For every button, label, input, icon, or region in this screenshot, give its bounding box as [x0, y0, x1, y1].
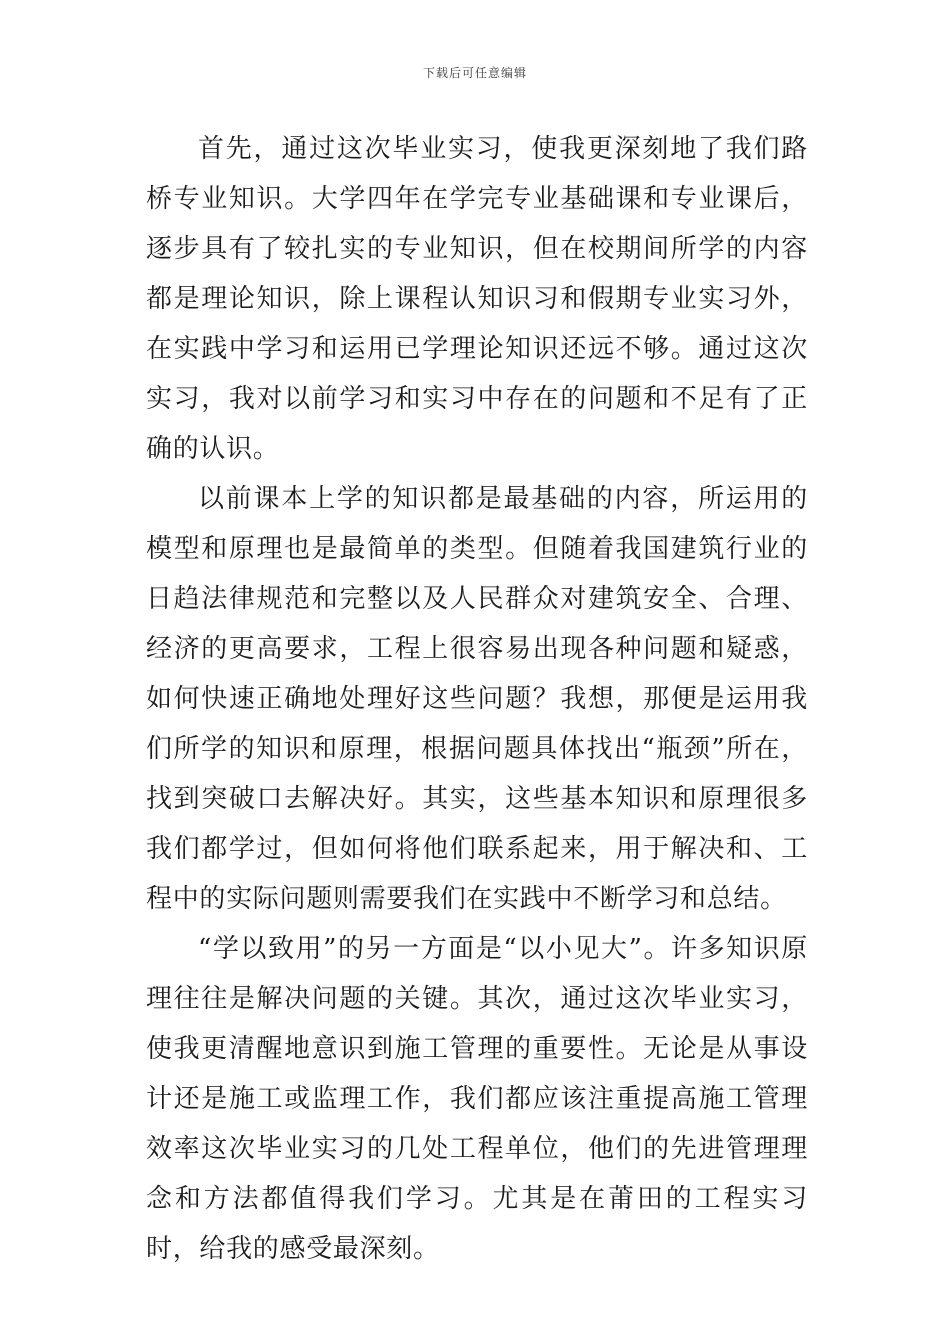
page-header: 下载后可任意编辑	[422, 66, 527, 80]
paragraph-1: 首先，通过这次毕业实习，使我更深刻地了我们路桥专业知识。大学四年在学完专业基础课和专业课后，逐步具有了较扎实的专业知识，但在校期间所学的内容都是理论知识，除上课程认知识习和假期专业实习外，在实践中学习和运用已学理论知识还远不够。通过这次实习，我对以前学习和实习中存在的问题和不足有了正确的认识。	[146, 134, 808, 464]
paragraph-2: 以前课本上学的知识都是最基础的内容，所运用的模型和原理也是最简单的类型。但随着我国建筑行业的日趋法律规范和完整以及人民群众对建筑安全、合理、经济的更高要求，工程上很容易出现各种问题和疑惑，如何快速正确地处理好这些问题？我想，那便是运用我们所学的知识和原理，根据问题具体找出“瓶颈”所在，找到突破口去解决好。其实，这些基本知识和原理很多我们都学过，但如何将他们联系起来，用于解决和、工程中的实际问题则需要我们在实践中不断学习和总结。	[146, 484, 808, 914]
document-body	[146, 124, 808, 1274]
paragraph-3: “学以致用”的另一方面是“以小见大”。许多知识原理往往是解决问题的关键。其次，通过这次毕业实习，使我更清醒地意识到施工管理的重要性。无论是从事设计还是施工或监理工作，我们都应该注重提高施工管理效率这次毕业实习的几处工程单位，他们的先进管理理念和方法都值得我们学习。尤其是在莆田的工程实习时，给我的感受最深刻。	[146, 934, 808, 1264]
